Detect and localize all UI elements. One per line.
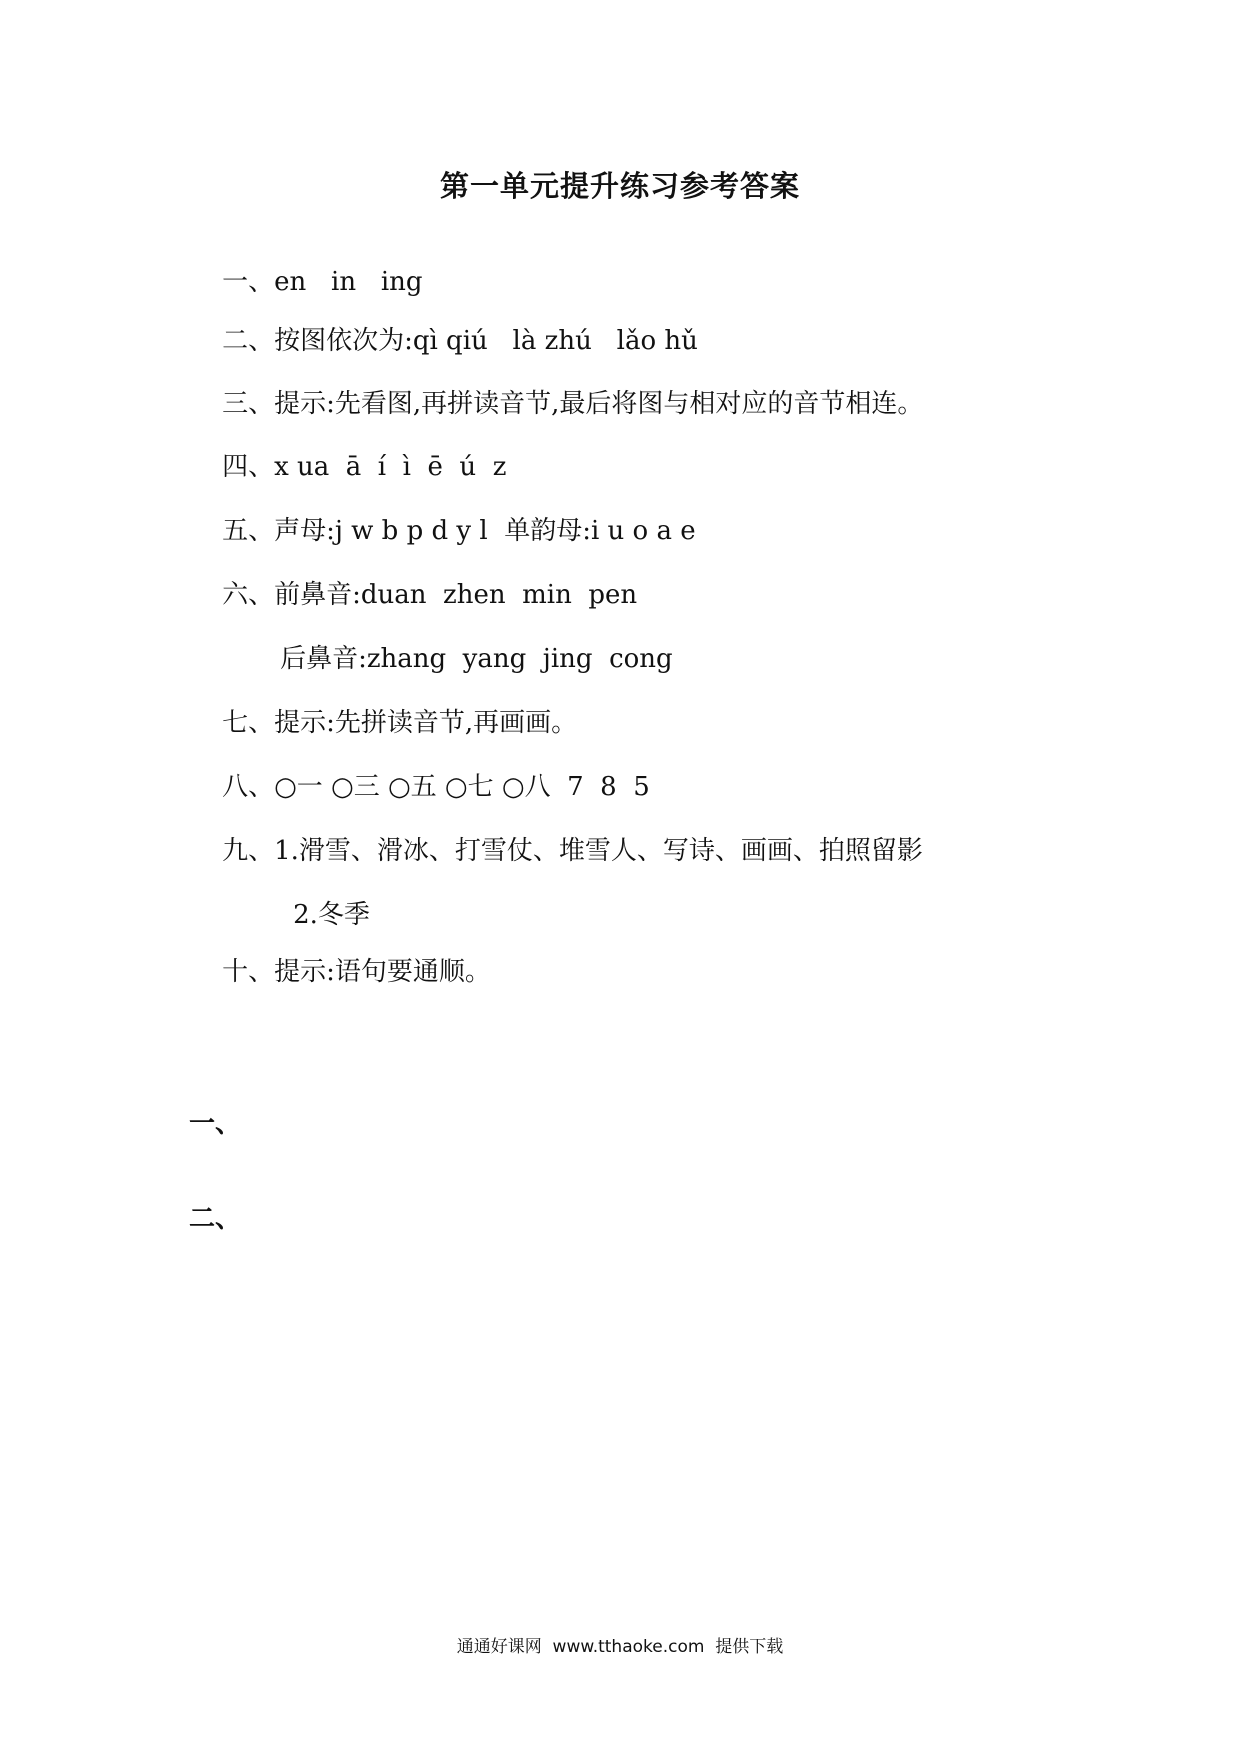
answer-number: 三、 — [222, 389, 275, 419]
answer-number: 一、 — [222, 267, 275, 297]
answer-text: 声母:j w b p d y l 单韵母:i u o a e — [274, 516, 696, 546]
answer-text: 提示:先拼读音节,再画画。 — [274, 708, 578, 738]
answer-text: en in ing — [274, 267, 423, 297]
answer-text: 后鼻音:zhang yang jing cong — [280, 644, 673, 674]
answer-text: ○一 ○三 ○五 ○七 ○八 7 8 5 — [274, 772, 650, 802]
answer-text: 2.冬季 — [293, 900, 370, 930]
answer-number: 六、 — [222, 580, 275, 610]
answer-text: x ua ā í ì ē ú z — [274, 452, 507, 482]
answer-number: 四、 — [222, 452, 275, 482]
answer-number: 五、 — [222, 516, 275, 546]
answer-line-10 — [189, 918, 491, 1026]
answer-text: 提示:语句要通顺。 — [274, 957, 491, 987]
page-title: 第一单元提升练习参考答案 — [439, 169, 800, 203]
extra-mark-2: 二、 — [189, 1204, 242, 1234]
answer-number: 十、 — [222, 957, 275, 987]
extra-mark-1: 一、 — [189, 1109, 242, 1139]
answer-text: 按图依次为:qì qiú là zhú lǎo hǔ — [274, 326, 698, 356]
answer-text: 1.滑雪、滑冰、打雪仗、堆雪人、写诗、画画、拍照留影 — [274, 836, 923, 866]
answer-number: 八、 — [222, 772, 275, 802]
answer-number: 九、 — [222, 836, 275, 866]
answer-text: 提示:先看图,再拼读音节,最后将图与相对应的音节相连。 — [274, 389, 924, 419]
answer-text: 前鼻音:duan zhen min pen — [274, 580, 638, 610]
answer-number: 七、 — [222, 708, 275, 738]
footer-credit: 通通好课网 www.tthaoke.com 提供下载 — [456, 1637, 784, 1657]
answer-number: 二、 — [222, 326, 275, 356]
